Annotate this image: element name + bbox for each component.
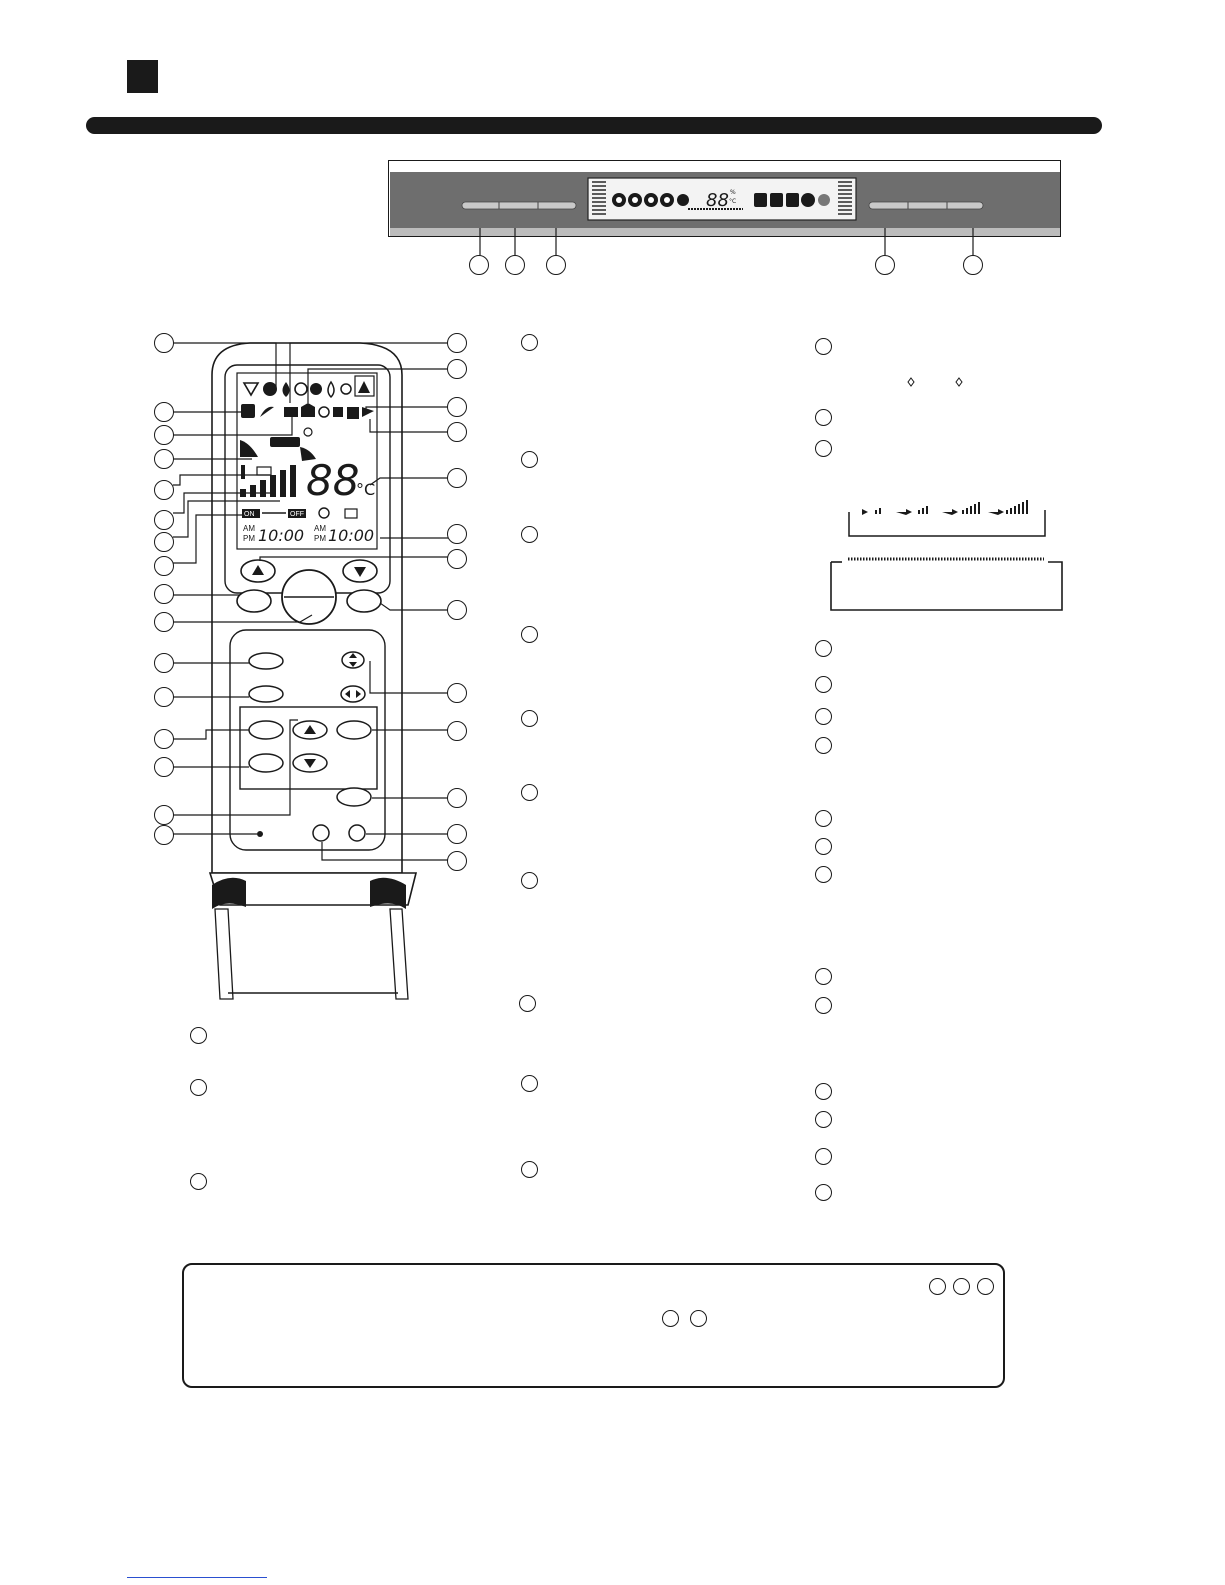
- callout-circle: [447, 851, 467, 871]
- callout-circle: [447, 824, 467, 844]
- callout-circle: [190, 1027, 207, 1044]
- callout-circle: [154, 556, 174, 576]
- panel-digits: 88: [706, 190, 729, 211]
- header-rule: [86, 117, 1102, 134]
- callout-circle: [815, 968, 832, 985]
- callout-circle: [154, 510, 174, 530]
- callout-circle: [447, 333, 467, 353]
- svg-text:OFF: OFF: [290, 511, 304, 518]
- callout-circle: [505, 255, 525, 275]
- callout-circle: [521, 710, 538, 727]
- callout-circle: [154, 612, 174, 632]
- svg-text:AM: AM: [243, 524, 255, 533]
- svg-text:%: %: [730, 189, 736, 196]
- callout-circle: [521, 626, 538, 643]
- fan-speed-cycle-diagram: [848, 500, 1050, 540]
- callout-circle: [815, 866, 832, 883]
- callout-circle: [154, 532, 174, 552]
- svg-text:°C: °C: [729, 198, 737, 205]
- callout-circle: [929, 1278, 946, 1295]
- fan-button: [347, 590, 381, 612]
- callout-circle: [447, 397, 467, 417]
- callout-circle: [154, 402, 174, 422]
- callout-circle: [154, 825, 174, 845]
- callout-circle: [815, 997, 832, 1014]
- callout-circle: [447, 600, 467, 620]
- callout-circle: [154, 584, 174, 604]
- callout-circle: [154, 757, 174, 777]
- remote-controller: [140, 325, 490, 1015]
- callout-circle: [815, 810, 832, 827]
- section-marker: [127, 60, 158, 93]
- callout-circle: [447, 359, 467, 379]
- callout-circle: [521, 334, 538, 351]
- callout-circle: [447, 422, 467, 442]
- callout-circle: [154, 449, 174, 469]
- callout-circle: [519, 995, 536, 1012]
- callout-circle: [662, 1310, 679, 1327]
- callout-circle: [815, 1184, 832, 1201]
- svg-text:AM: AM: [314, 524, 326, 533]
- callout-circle: [447, 683, 467, 703]
- left-slot: [462, 202, 576, 209]
- callout-circle: [815, 1083, 832, 1100]
- callout-circle: [447, 721, 467, 741]
- callout-circle: [815, 838, 832, 855]
- callout-circle: [469, 255, 489, 275]
- callout-circle: [190, 1079, 207, 1096]
- callout-circle: [815, 737, 832, 754]
- callout-circle: [154, 729, 174, 749]
- callout-circle: [815, 708, 832, 725]
- callout-circle: [447, 549, 467, 569]
- note-box: [182, 1263, 1005, 1388]
- lcd-time-right: 10:00: [328, 526, 375, 545]
- callout-circle: [521, 1075, 538, 1092]
- callout-circle: [521, 1161, 538, 1178]
- svg-text:PM: PM: [314, 534, 326, 543]
- callout-circle: [190, 1173, 207, 1190]
- callout-circle: [447, 788, 467, 808]
- callout-circle: [815, 1148, 832, 1165]
- callout-circle: [963, 255, 983, 275]
- callout-circle: [521, 526, 538, 543]
- callout-circle: [521, 872, 538, 889]
- callout-circle: [154, 653, 174, 673]
- callout-circle: [690, 1310, 707, 1327]
- callout-circle: [953, 1278, 970, 1295]
- callout-circle: [154, 480, 174, 500]
- panel-leaders: [460, 228, 1020, 278]
- svg-text:PM: PM: [243, 534, 255, 543]
- callout-circle: [815, 440, 832, 457]
- callout-circle: [815, 1111, 832, 1128]
- callout-circle: [815, 338, 832, 355]
- callout-circle: [815, 676, 832, 693]
- callout-circle: [875, 255, 895, 275]
- svg-text:ON: ON: [244, 511, 255, 518]
- display-segment-bracket: [828, 552, 1066, 614]
- callout-circle: [447, 524, 467, 544]
- right-slot: [869, 202, 983, 209]
- callout-circle: [154, 333, 174, 353]
- callout-circle: [815, 640, 832, 657]
- lcd-temperature: 88: [306, 456, 360, 505]
- callout-circle: [154, 425, 174, 445]
- svg-text:°C: °C: [356, 480, 376, 499]
- callout-circle: [521, 451, 538, 468]
- footer-underline: [127, 1577, 267, 1578]
- callout-circle: [546, 255, 566, 275]
- callout-circle: [447, 468, 467, 488]
- callout-circle: [977, 1278, 994, 1295]
- callout-circle: [521, 784, 538, 801]
- lcd-time-left: 10:00: [258, 526, 305, 545]
- callout-circle: [154, 687, 174, 707]
- callout-circle: [815, 409, 832, 426]
- callout-circle: [154, 805, 174, 825]
- diamond-marks: [905, 376, 965, 388]
- mode-button: [237, 590, 271, 612]
